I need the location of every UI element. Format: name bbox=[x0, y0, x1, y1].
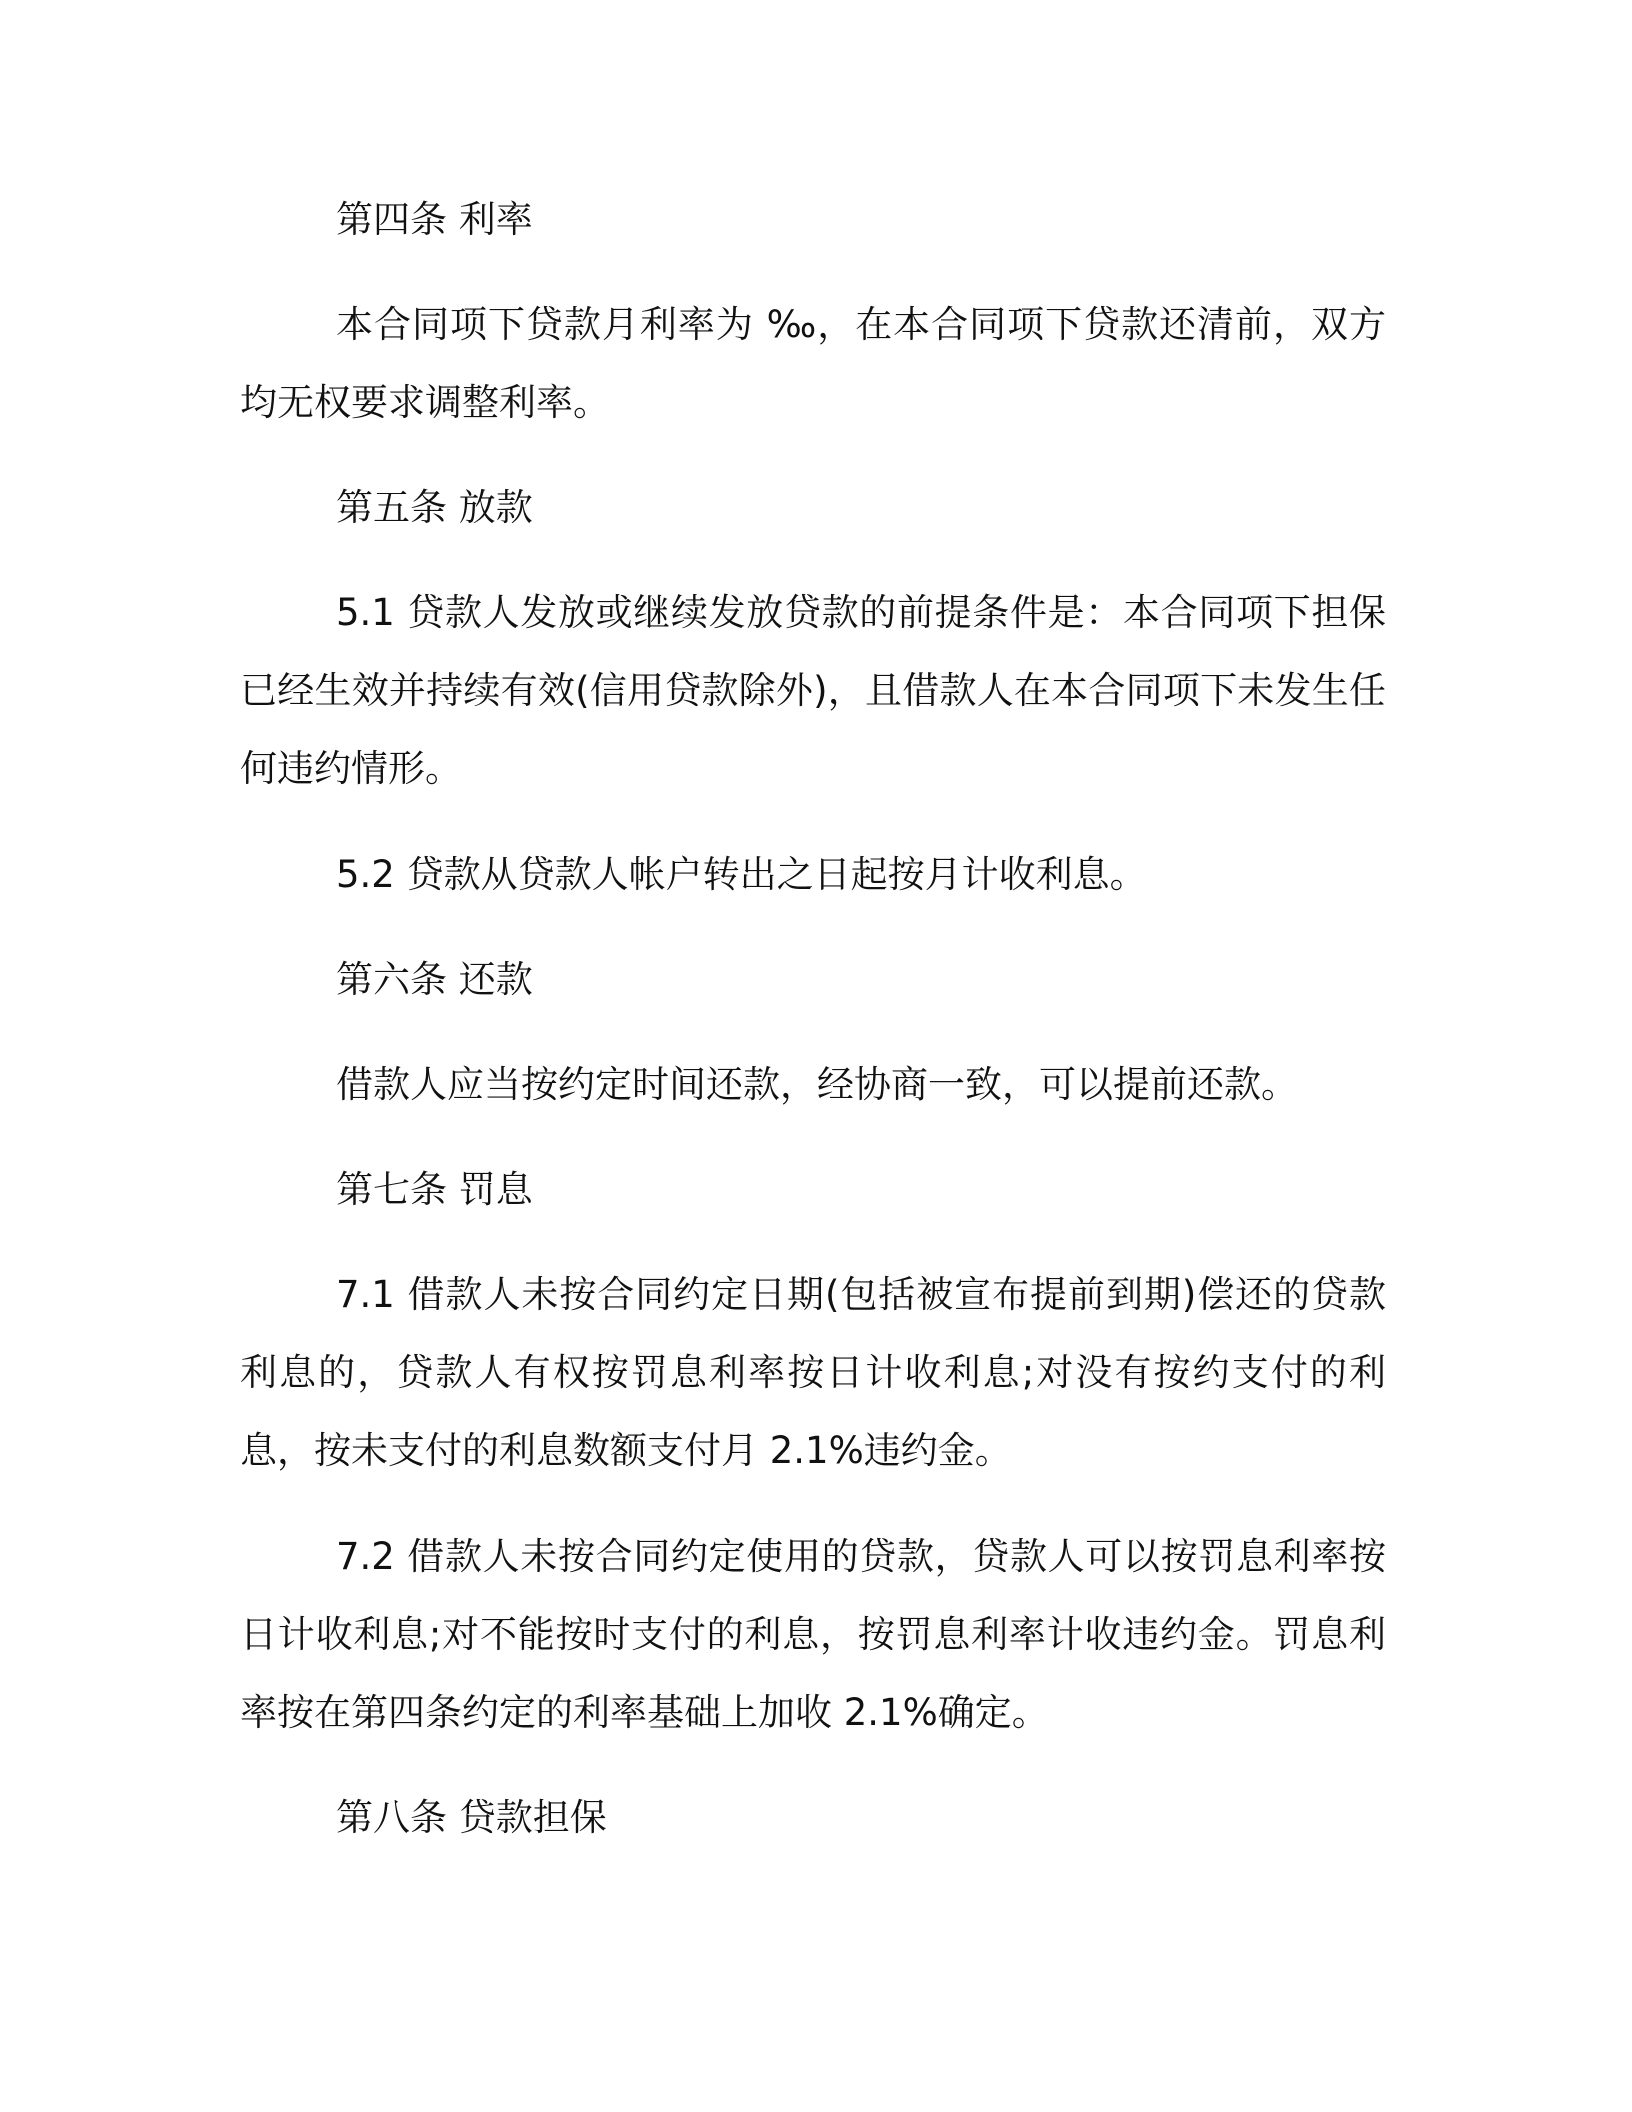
section-heading-4: 第四条 利率 bbox=[336, 198, 533, 241]
section-heading-5: 第五条 放款 bbox=[336, 486, 533, 529]
paragraph-5-1: 5.1 贷款人发放或继续发放贷款的前提条件是：本合同项下担保已经生效并持续有效(信用贷款除外)，且借款人在本合同项下未发生任何违约情形。 bbox=[240, 591, 1386, 790]
paragraph-7-1: 7.1 借款人未按合同约定日期(包括被宣布提前到期)偿还的贷款利息的，贷款人有权按罚息利率按日计收利息;对没有按约支付的利息，按未支付的利息数额支付月 2.1%违约金。 bbox=[240, 1273, 1386, 1472]
paragraph-7-2: 7.2 借款人未按合同约定使用的贷款，贷款人可以按罚息利率按日计收利息;对不能按时支付的利息，按罚息利率计收违约金。罚息利率按在第四条约定的利率基础上加收 2.1%确定。 bbox=[240, 1535, 1386, 1734]
paragraph-repayment: 借款人应当按约定时间还款，经协商一致，可以提前还款。 bbox=[336, 1063, 1298, 1106]
paragraph-interest-rate: 本合同项下贷款月利率为 ‰，在本合同项下贷款还清前，双方均无权要求调整利率。 bbox=[240, 303, 1386, 424]
paragraph-5-2: 5.2 贷款从贷款人帐户转出之日起按月计收利息。 bbox=[336, 853, 1147, 896]
section-heading-7: 第七条 罚息 bbox=[336, 1168, 533, 1211]
document-body bbox=[240, 182, 1386, 1884]
section-heading-6: 第六条 还款 bbox=[336, 958, 533, 1001]
section-heading-8: 第八条 贷款担保 bbox=[336, 1796, 607, 1839]
